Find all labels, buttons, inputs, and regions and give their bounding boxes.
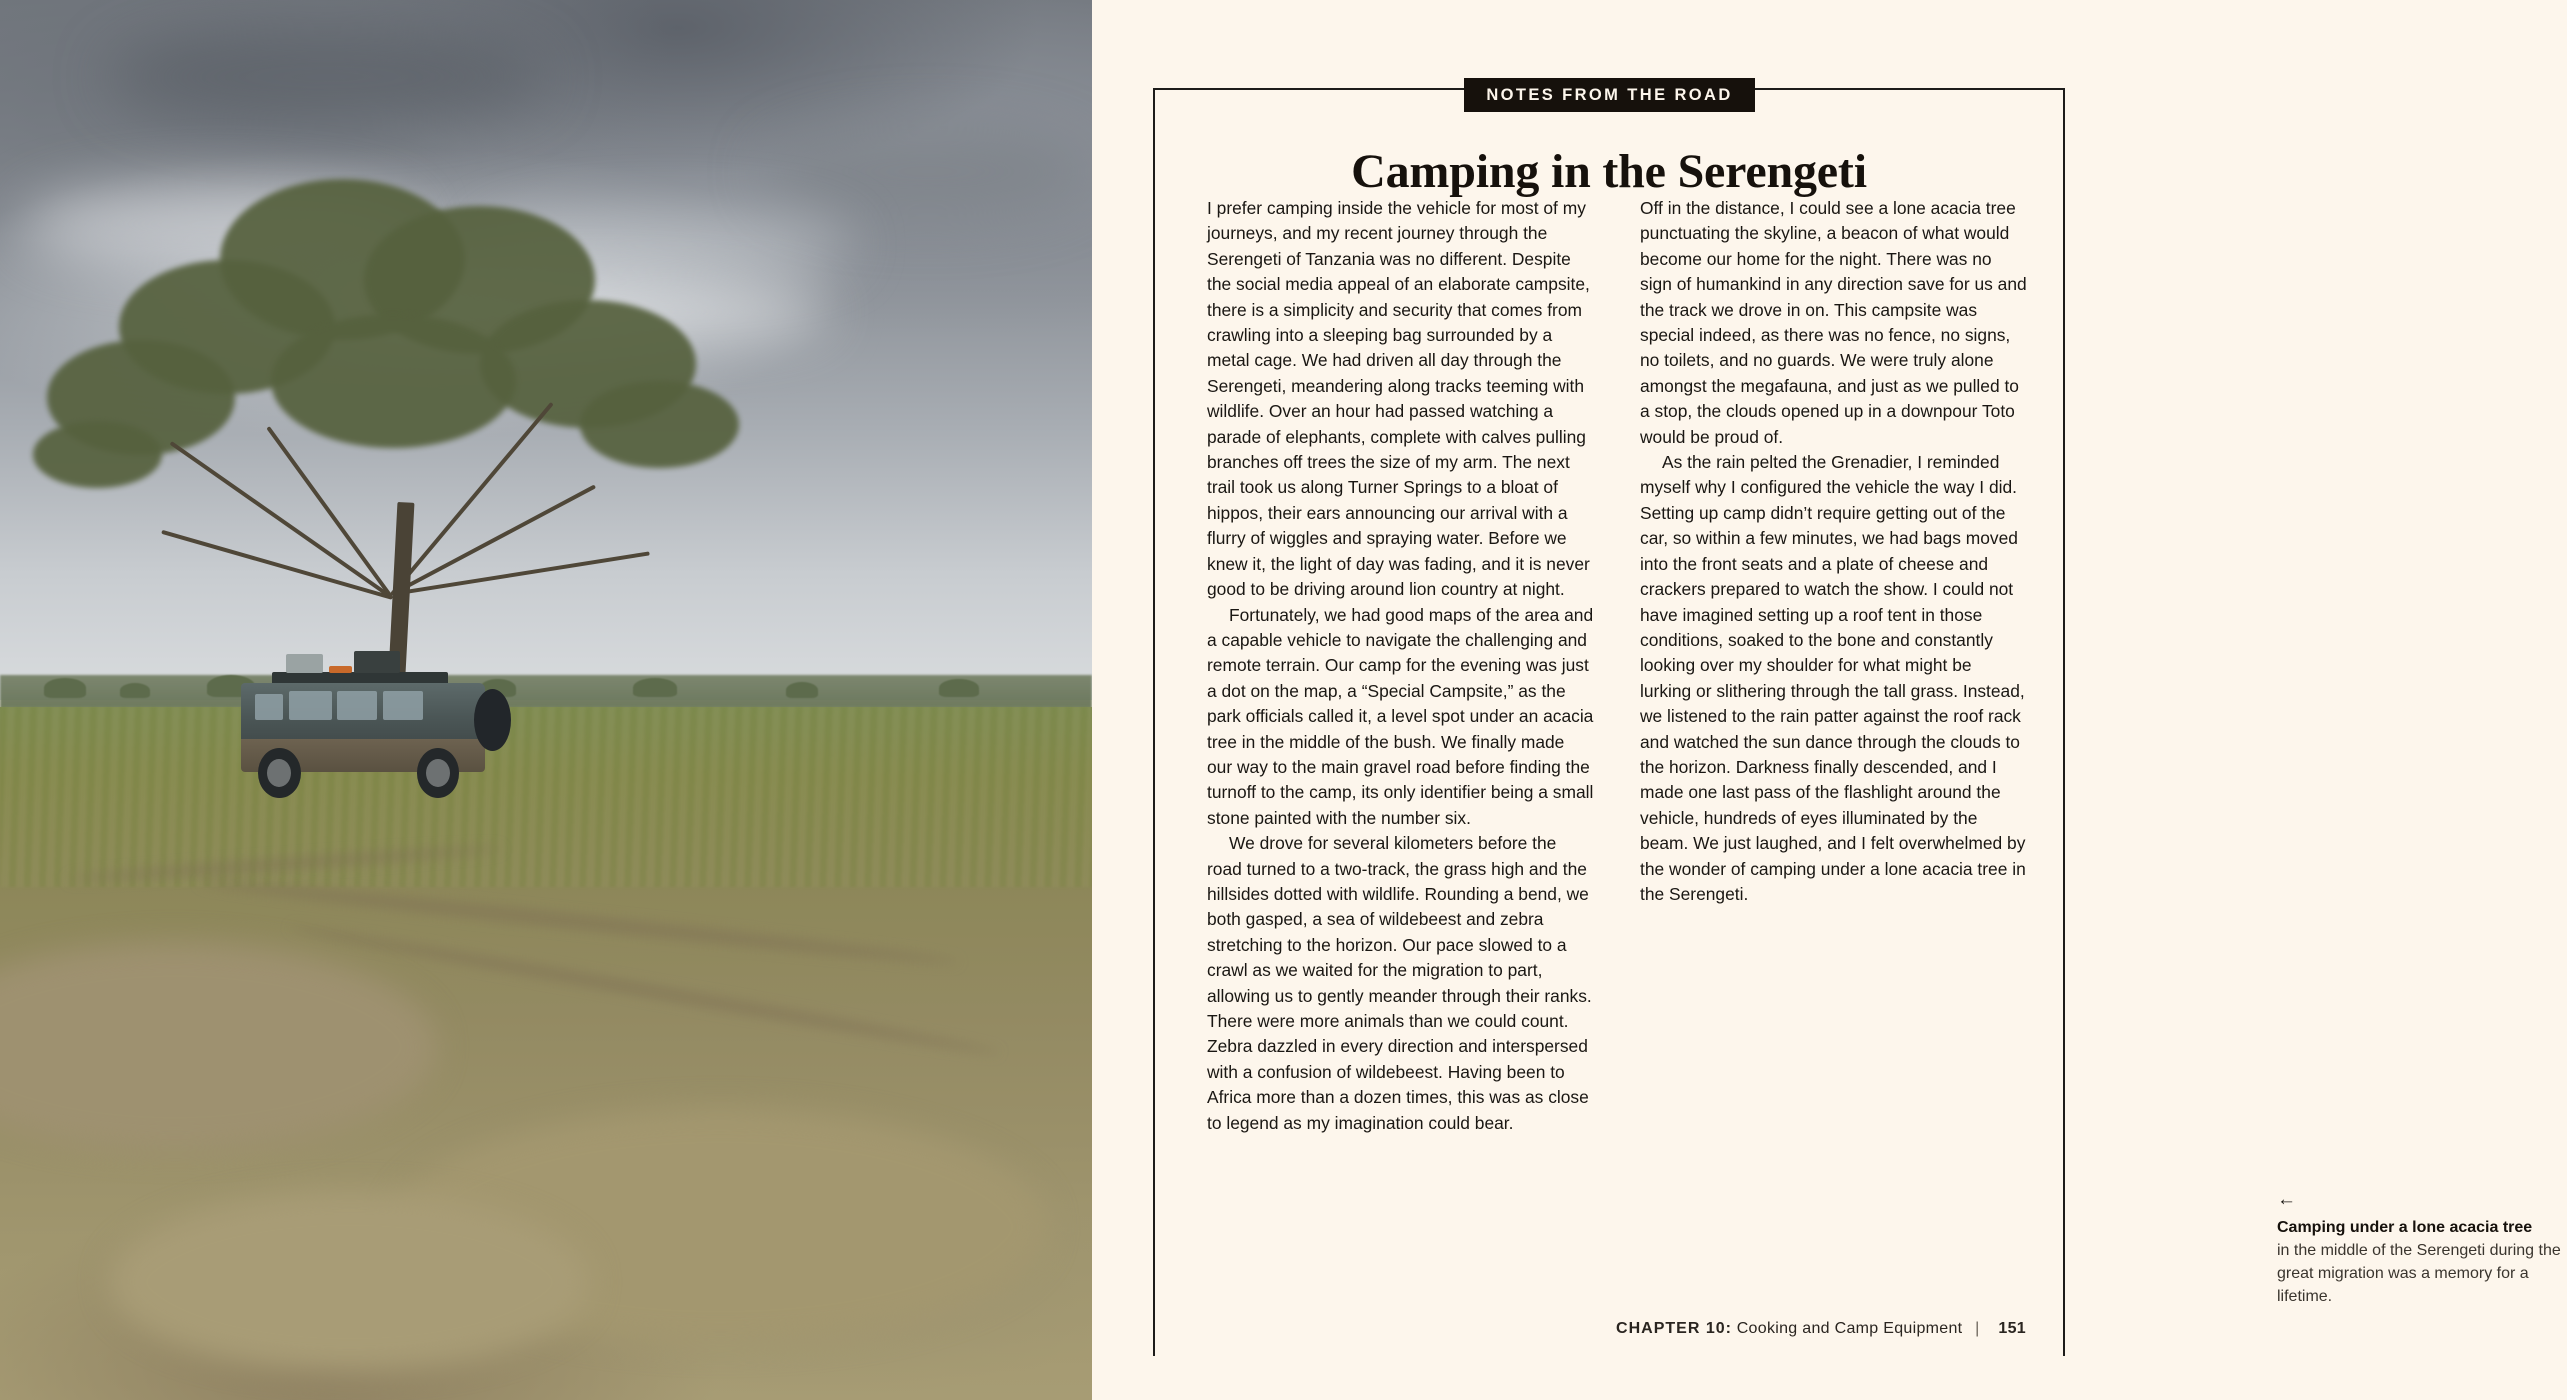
windshield bbox=[255, 694, 283, 720]
caption-lead: Camping under a lone acacia tree bbox=[2277, 1219, 2533, 1236]
overland-vehicle bbox=[224, 651, 508, 798]
photo-page bbox=[0, 0, 1092, 1400]
vehicle-window bbox=[289, 691, 332, 720]
front-wheel bbox=[258, 748, 301, 798]
column-right bbox=[1640, 196, 2027, 1136]
cloud-dark-right bbox=[764, 126, 1092, 217]
photo-caption bbox=[2277, 1190, 2567, 1308]
column-left bbox=[1207, 196, 1594, 1136]
serengeti-photograph bbox=[0, 0, 1092, 1400]
paragraph: Off in the distance, I could see a lone acacia tree punctuating the skyline, a beacon of what would become our home for the night. There was no sign of humankind in any direction save for us and the track we drove in on. This campsite was special indeed, as there was no fence, no signs, no toilets, and no guards. We were truly alone amongst the megafauna, and just as we pulled to a stop, the clouds opened up in a downpour Toto would be proud of. bbox=[1640, 198, 2027, 447]
dirt-patch bbox=[109, 1192, 589, 1372]
article-page bbox=[1092, 0, 2561, 1400]
distant-bush bbox=[939, 679, 979, 697]
paragraph: I prefer camping inside the vehicle for most of my journeys, and my recent journey through the Serengeti of Tanzania was no different. Despite the social media appeal of an elaborate campsite, there is a simplicity and security that comes from crawling into a sleeping bag surrounded by a metal cage. We had driven all day through the Serengeti, meandering along tracks teeming with wildlife. Over an hour had passed watching a parade of elephants, complete with calves pulling branches off trees the size of my arm. The next trail took us along Turner Springs to a bloat of hippos, their ears announcing our arrival with a flurry of wiggles and spraying water. Before we knew it, the light of day was fading, and it is never good to be driving around lion country at night. bbox=[1207, 198, 1590, 600]
article-columns bbox=[1207, 196, 2027, 1136]
caption-text: in the middle of the Serengeti during the great migration was a memory for a lifetime. bbox=[2277, 1242, 2561, 1305]
tree-branch bbox=[161, 530, 393, 600]
paragraph: We drove for several kilometers before the road turned to a two-track, the grass high and the hillsides dotted with wildlife. Rounding a bend, we both gasped, a sea of wildebeest and zebra stretching to the horizon. Our pace slowed to a crawl as we waited for the migration to part, allowing us to gently meander through their ranks. There were more animals than we could count. Zebra dazzled in every direction and interspersed with a confusion of wildebeest. Having been to Africa more than a dozen times, this was as close to legend as my imagination could bear. bbox=[1207, 833, 1592, 1133]
roof-case bbox=[354, 651, 399, 673]
section-kicker: NOTES FROM THE ROAD bbox=[1464, 78, 1754, 112]
chapter-label: CHAPTER 10: bbox=[1616, 1320, 1732, 1337]
ground-grass-band bbox=[0, 707, 1092, 887]
tree-branch bbox=[170, 441, 393, 599]
savanna-ground bbox=[0, 707, 1092, 1400]
arrow-left-icon: ← bbox=[2277, 1189, 2296, 1210]
chapter-title: Cooking and Camp Equipment bbox=[1736, 1320, 1963, 1337]
tree-canopy-part bbox=[33, 421, 163, 488]
paragraph: As the rain pelted the Grenadier, I reminded myself why I configured the vehicle the way I did. Setting up camp didn’t require getting out of the car, so within a few minutes, we had bags moved into the front seats and a plate of cheese and crackers prepared to watch the show. I could not have imagined setting up a roof tent in those conditions, soaked to the bone and constantly looking over my shoulder for what might be lurking or slithering through the tall grass. Instead, we listened to the rain patter against the roof rack and watched the sun dance through the clouds to the horizon. Darkness finally descended, and I made one last pass of the flashlight around the vehicle, hundreds of eyes illuminated by the beam. We just laughed, and I felt overwhelmed by the wonder of camping under a lone acacia tree in the Serengeti. bbox=[1640, 452, 2026, 904]
distant-bush bbox=[786, 682, 818, 698]
dirt-patch bbox=[0, 943, 437, 1151]
tire-track bbox=[198, 875, 960, 969]
footer-divider: | bbox=[1975, 1320, 1980, 1337]
tree-branch bbox=[266, 426, 393, 598]
vehicle-window bbox=[383, 691, 423, 720]
spare-tire bbox=[474, 689, 511, 751]
page-number: 151 bbox=[1998, 1320, 2026, 1337]
paragraph: Fortunately, we had good maps of the area and a capable vehicle to navigate the challenging and remote terrain. Our camp for the evening was just a dot on the map, a “Special Campsite,” as the park officials called it, a level spot under an acacia tree in the middle of the bush. We finally made our way to the main gravel road before finding the turnoff to the camp, its only identifier being a small stone painted with the number six. bbox=[1207, 604, 1594, 828]
rear-wheel bbox=[417, 748, 460, 798]
tree-canopy-part bbox=[580, 381, 739, 468]
roof-gear-orange bbox=[329, 666, 352, 673]
kicker-container bbox=[1092, 78, 2127, 112]
vehicle-window bbox=[337, 691, 377, 720]
page-footer bbox=[1616, 1320, 2026, 1338]
tree-canopy-part bbox=[271, 314, 516, 448]
page-title: Camping in the Serengeti bbox=[1351, 145, 1867, 199]
roof-case bbox=[286, 654, 323, 673]
